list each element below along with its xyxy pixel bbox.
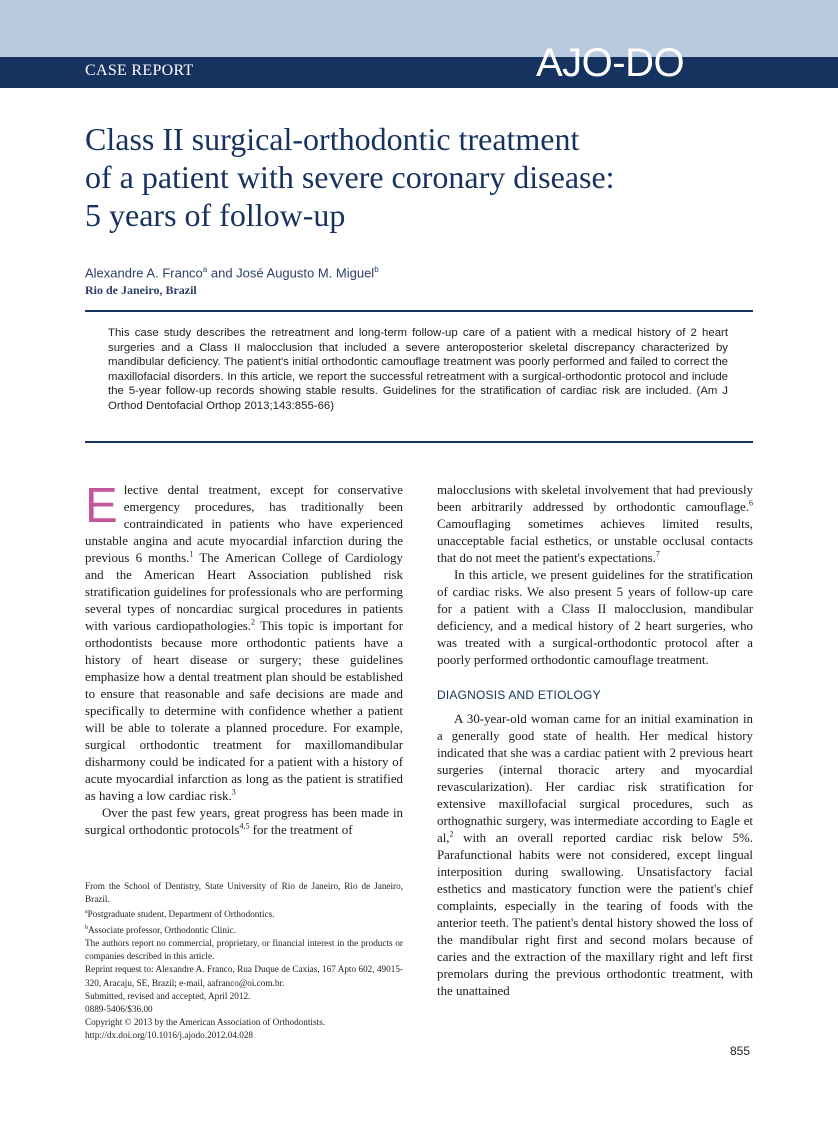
footnote-reprint: Reprint request to: Alexandre A. Franco, Rua Duque de Caxias, 167 Apto 602, 49015-320, Aracaju, SE, Brazil; e-mail, aafranco@oi.com.br. xyxy=(85,964,403,988)
doi-link[interactable]: http://dx.doi.org/10.1016/j.ajodo.2012.04.028 xyxy=(85,1030,254,1041)
author-affiliation-mark: a xyxy=(202,265,208,274)
footnote-a xyxy=(85,906,403,921)
divider-rule xyxy=(85,310,753,312)
article-title xyxy=(85,120,765,234)
footnote-affiliation: From the School of Dentistry, State University of Rio de Janeiro, Rio de Janeiro, Brazil. xyxy=(85,881,403,905)
citation-ref[interactable]: 2 xyxy=(449,829,454,839)
title-line: 5 years of follow-up xyxy=(85,197,346,233)
title-line: Class II surgical-orthodontic treatment xyxy=(85,121,580,157)
page-number: 855 xyxy=(730,1044,751,1058)
author-name: Alexandre A. Franco xyxy=(85,265,203,281)
text-run: for the treatment of xyxy=(249,823,353,837)
footnote-text: Associate professor, Orthodontic Clinic. xyxy=(88,924,236,935)
text-run: lective dental treatment, except for conservative emergency procedures, has traditionally been contraindicated in patients who have experienced unstable angina and acute myocardial infarction during the previous 6 months. xyxy=(85,483,403,565)
intro-paragraph xyxy=(85,479,403,805)
citation-ref[interactable]: 3 xyxy=(231,787,236,797)
footnote-copyright: Copyright © 2013 by the American Association of Orthodontists. xyxy=(85,1017,325,1028)
citation-ref[interactable]: 6 xyxy=(749,498,753,508)
text-run: Camouflaging sometimes achieves limited results, unacceptable facial esthetics, or unstable occlusal contacts that do not meet the patient's expectations. xyxy=(437,517,753,565)
text-run: Over the past few years, great progress has been made in surgical orthodontic protocols xyxy=(85,806,403,837)
footnote-issn: 0889-5406/$36.00 xyxy=(85,1003,153,1014)
body-paragraph: In this article, we present guidelines for the stratification of cardiac risks. We also present 5 years of follow-up care for a patient with a Class II malocclusion, mandibular deficiency, and a medical history of 2 heart surgeries, who was treated with a surgical-orthodontic protocol after a poorly performed orthodontic camouflage treatment. xyxy=(437,568,753,667)
text-run: malocclusions with skeletal involvement that had previously been arbitrarily addressed by orthodontic camouflage. xyxy=(437,483,753,514)
section-label: CASE REPORT xyxy=(85,62,194,79)
text-run: The American College of Cardiology and the American Heart Association published risk stratification guidelines for professionals who are performing several types of noncardiac surgical procedures in patients with various cardiopathologies. xyxy=(85,551,403,633)
left-column xyxy=(85,479,403,839)
author-name: José Augusto M. Miguel xyxy=(236,265,375,281)
drop-cap: E xyxy=(85,479,118,533)
title-line: of a patient with severe coronary disease: xyxy=(85,159,615,195)
citation-ref[interactable]: 7 xyxy=(655,549,660,559)
header-top-band xyxy=(0,0,838,57)
citation-ref[interactable]: 2 xyxy=(251,617,256,627)
footnote-mark: b xyxy=(85,924,88,931)
divider-rule xyxy=(85,441,753,443)
footnote-disclosure: The authors report no commercial, proprietary, or financial interest in the products or companies described in this article. xyxy=(85,937,403,962)
right-column xyxy=(437,482,753,1000)
footnote-b xyxy=(85,922,403,937)
section-heading: DIAGNOSIS AND ETIOLOGY xyxy=(437,688,601,702)
author-separator: and xyxy=(207,265,237,281)
footnote-text: Postgraduate student, Department of Orthodontics. xyxy=(87,909,275,920)
footnotes xyxy=(85,880,403,1043)
text-run: with an overall reported cardiac risk below 5%. Parafunctional habits were not considered, except lingual interposition during swallowing. Unsatisfactory facial esthetics and masticatory function were the patient's chief complaints, especially in the tearing of foods with the anterior teeth. The patient's dental history showed the loss of the mandibular right first and second molars because of caries and the extraction of the maxillary right and left first premolars during the previous orthodontic treatment, with the unattained xyxy=(437,831,753,998)
body-paragraph xyxy=(85,805,403,839)
citation-ref[interactable]: 1 xyxy=(189,549,194,559)
abstract: This case study describes the retreatment and long-term follow-up care of a patient with a medical history of 2 heart surgeries and a Class II malocclusion that included a severe anteroposterior skeletal discrepancy characterized by mandibular deficiency. The patient's initial orthodontic camouflage treatment was poorly performed and failed to correct the maxillofacial disorders. In this article, we report the successful retreatment with a surgical-orthodontic protocol and include the 5-year follow-up records showing stable results. Guidelines for the stratification of cardiac risk are included. (Am J Orthod Dentofacial Orthop 2013;143:855-66) xyxy=(108,327,728,412)
body-paragraph xyxy=(437,711,753,1000)
author-affiliation-mark: b xyxy=(374,265,379,274)
body-paragraph xyxy=(437,482,753,567)
author-list xyxy=(85,265,379,280)
text-run: This topic is important for orthodontists because more orthodontic patients have a history of heart disease or surgery; these guidelines emphasize how a dental treatment plan should be established to ensure that reasonable and safe decisions are made and specifically to determine with confidence whether a patient will be able to tolerate a planned procedure. For example, surgical orthodontic treatment for maxillomandibular disharmony could be indicated for a patient with a history of acute myocardial infarction as long as the patient is stratified as having a low cardiac risk. xyxy=(85,619,403,803)
text-run: A 30-year-old woman came for an initial examination in a generally good state of health. Her medical history indicated that she was a cardiac patient with 2 previous heart surgeries (internal thoracic artery and myocardial revascularization). Her cardiac risk stratification for extensive maxillofacial surgical procedures, such as orthognathic surgery, was intermediate according to Eagle et al, xyxy=(437,712,753,845)
footnote-submitted: Submitted, revised and accepted, April 2012. xyxy=(85,990,251,1001)
journal-logo: AJO-DO xyxy=(536,41,685,85)
citation-ref[interactable]: 4,5 xyxy=(239,821,250,831)
footnote-mark: a xyxy=(85,909,88,916)
author-location: Rio de Janeiro, Brazil xyxy=(85,283,197,297)
